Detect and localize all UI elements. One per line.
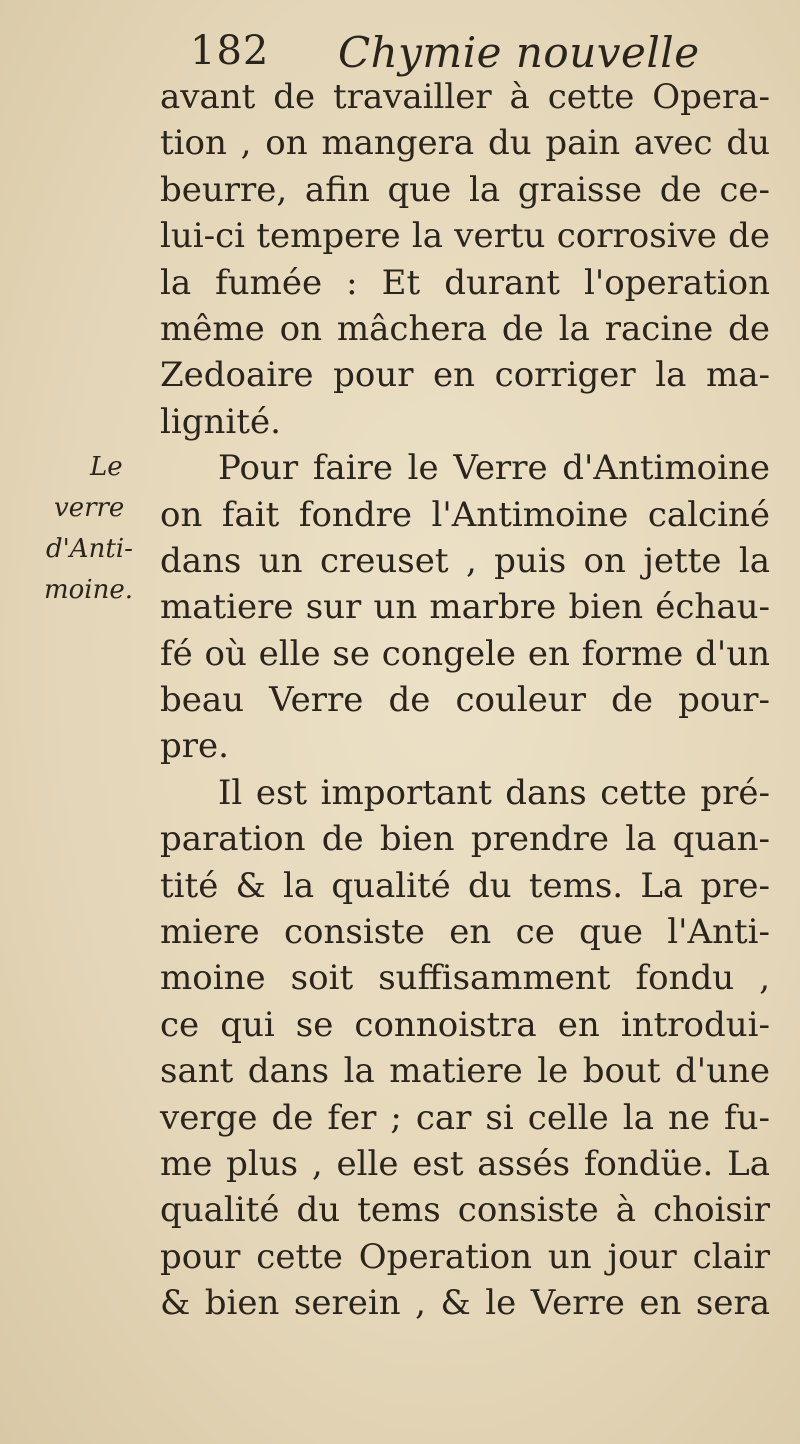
text-line: on fait fondre l'Antimoine calciné <box>160 494 770 535</box>
text-line: & bien serein , & le Verre en sera <box>160 1283 770 1324</box>
text-line: beurre, afin que la graisse de ce- <box>160 169 770 210</box>
text-line: même on mâchera de la racine de <box>160 308 770 349</box>
text-line: sant dans la matiere le bout d'une <box>160 1051 770 1092</box>
marginal-note-line: moine. <box>44 575 134 605</box>
text-line: fé où elle se congele en forme d'un <box>160 633 770 674</box>
text-line: paration de bien prendre la quan- <box>160 819 770 860</box>
marginal-note <box>44 447 164 611</box>
text-line: tion , on mangera du pain avec du <box>160 123 770 164</box>
text-line: miere consiste en ce que l'Anti- <box>160 912 770 953</box>
text-line: tité & la qualité du tems. La pre- <box>160 865 770 906</box>
running-title: Chymie nouvelle <box>338 28 700 77</box>
text-line: pour cette Operation un jour clair <box>160 1236 770 1277</box>
text-line: Pour faire le Verre d'Antimoine <box>218 448 770 489</box>
text-line: moine soit suffisamment fondu , <box>160 958 770 999</box>
text-line: ce qui se connoistra en introdui- <box>160 1004 770 1045</box>
text-line: qualité du tems consiste à choisir <box>160 1190 770 1231</box>
body-text <box>160 74 770 1327</box>
marginal-note-line: d'Anti- <box>46 534 133 564</box>
text-line: lui-ci tempere la vertu corrosive de <box>160 216 770 257</box>
page-header <box>190 28 750 78</box>
marginal-note-line: verre <box>54 493 125 523</box>
text-line: dans un creuset , puis on jette la <box>160 540 770 581</box>
text-line: me plus , elle est assés fondüe. La <box>160 1143 770 1184</box>
text-line: Zedoaire pour en corriger la ma- <box>160 355 770 396</box>
marginal-note-line: Le <box>90 452 123 482</box>
text-line: matiere sur un marbre bien échau- <box>160 587 770 628</box>
text-line: pre. <box>160 726 229 767</box>
text-line: verge de fer ; car si celle la ne fu- <box>160 1097 770 1138</box>
text-line: avant de travailler à cette Opera- <box>160 77 770 117</box>
text-line: beau Verre de couleur de pour- <box>160 680 770 721</box>
page-number: 182 <box>190 28 270 74</box>
text-line: Il est important dans cette pré- <box>218 772 770 813</box>
text-line: la fumée : Et durant l'operation <box>160 262 770 303</box>
text-line: lignité. <box>160 401 281 442</box>
